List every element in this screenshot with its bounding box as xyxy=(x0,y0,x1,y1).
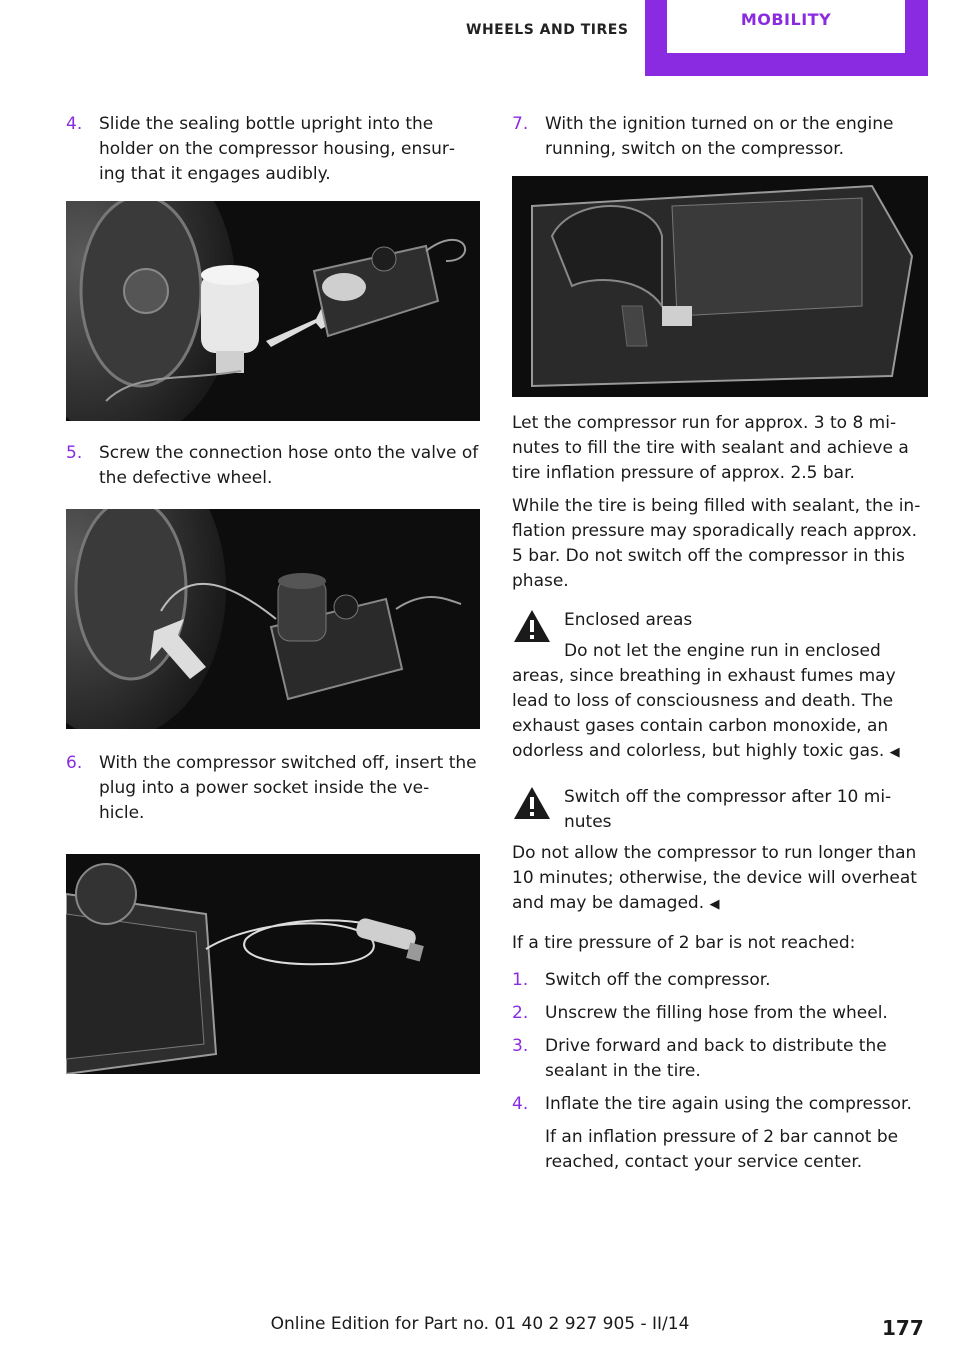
paragraph-pressure: While the tire is being filled with sealant, the in‐ flation pressure may sporadically reach approx. 5 bar. Do not switch off the compressor in this phase. xyxy=(512,496,921,591)
footer-edition: Online Edition for Part no. 01 40 2 927 905 - II/14 xyxy=(270,1314,690,1334)
step-number: 4. xyxy=(512,1094,529,1114)
step-number: 3. xyxy=(512,1036,529,1056)
warning-triangle-icon xyxy=(512,608,552,644)
step-text: Screw the connection hose onto the valve of the defective wheel. xyxy=(99,443,479,488)
sub-step-2 xyxy=(512,1001,928,1026)
step-number: 1. xyxy=(512,970,529,990)
sub-step-3 xyxy=(512,1034,928,1084)
step-7 xyxy=(512,112,928,162)
sealing-bottle-illustration xyxy=(66,201,480,421)
step-text: With the compressor switched off, insert the plug into a power socket inside the ve‐ hicle. xyxy=(99,753,477,823)
step-text: Inflate the tire again using the compressor. xyxy=(545,1094,912,1114)
warning-title: Enclosed areas xyxy=(564,610,693,630)
step-6 xyxy=(66,751,480,826)
running-header-section: WHEELS AND TIRES xyxy=(466,22,629,38)
sub-step-note: If an inflation pressure of 2 bar cannot be reached, contact your service center. xyxy=(545,1127,899,1172)
step-text: Switch off the compressor. xyxy=(545,970,771,990)
step-number: 5. xyxy=(66,443,83,463)
end-mark-icon: ◀ xyxy=(709,897,720,912)
warning-title: Switch off the compressor after 10 mi‐ nutes xyxy=(564,787,892,832)
step-number: 4. xyxy=(66,114,83,134)
end-mark-icon: ◀ xyxy=(889,745,900,760)
power-plug-illustration xyxy=(66,854,480,1074)
warning-compressor-time xyxy=(512,785,928,917)
left-column xyxy=(66,112,480,1074)
step-text: Drive forward and back to distribute the sealant in the tire. xyxy=(545,1036,887,1081)
step-number: 7. xyxy=(512,114,529,134)
connection-hose-illustration xyxy=(66,509,480,729)
step-text: With the ignition turned on or the engine running, switch on the compressor. xyxy=(545,114,894,159)
right-column xyxy=(512,112,928,1175)
condition-text: If a tire pressure of 2 bar is not reached: xyxy=(512,933,856,953)
sub-step-1 xyxy=(512,968,928,993)
step-5 xyxy=(66,441,480,491)
warning-enclosed-areas xyxy=(512,608,928,765)
compressor-switch-illustration xyxy=(512,176,928,397)
step-4 xyxy=(66,112,480,187)
step-number: 6. xyxy=(66,753,83,773)
warning-triangle-icon xyxy=(512,785,552,821)
step-text: Slide the sealing bottle upright into the holder on the compressor housing, ensur‐ ing that it engages audibly. xyxy=(99,114,455,184)
step-text: Unscrew the filling hose from the wheel. xyxy=(545,1003,888,1023)
warning-body: areas, since breathing in exhaust fumes may lead to loss of consciousness and death. The exhaust gases contain carbon monoxide, an odorless and colorless, but highly toxic gas. xyxy=(512,666,896,761)
chapter-title: MOBILITY xyxy=(667,0,905,53)
page-number: 177 xyxy=(882,1316,924,1340)
sub-step-4 xyxy=(512,1092,928,1117)
warning-line: Do not let the engine run in enclosed xyxy=(564,641,881,661)
step-number: 2. xyxy=(512,1003,529,1023)
warning-body: Do not allow the compressor to run longer than 10 minutes; otherwise, the device will overheat and may be damaged. xyxy=(512,843,917,913)
paragraph-run-time: Let the compressor run for approx. 3 to 8 mi‐ nutes to fill the tire with sealant and achieve a tire inflation pressure of approx. 2.5 bar. xyxy=(512,413,909,483)
